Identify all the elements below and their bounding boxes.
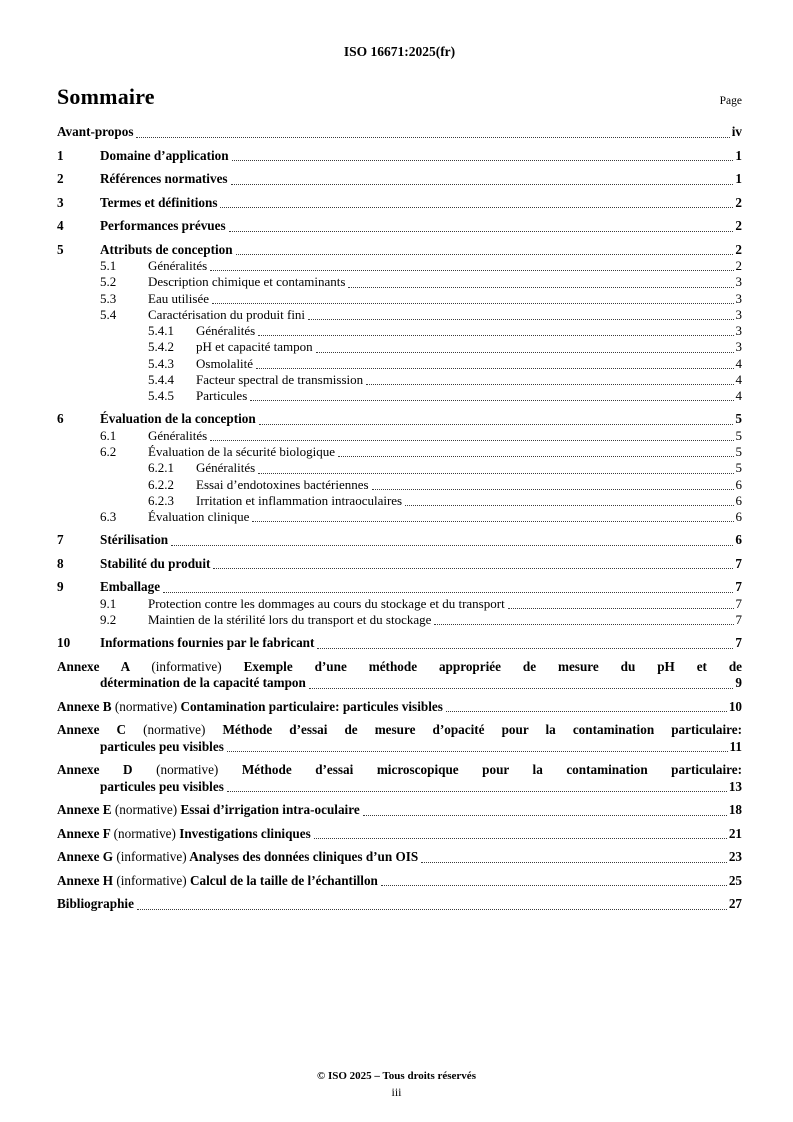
toc-entry-label: Maintien de la stérilité lors du transport et du stockage — [148, 612, 432, 627]
toc-page-number: 11 — [729, 738, 742, 754]
toc-entry[interactable] — [57, 339, 742, 355]
toc-page-number: 18 — [728, 802, 742, 818]
toc-header — [57, 84, 742, 110]
dot-leader — [163, 592, 733, 593]
toc-entry-number: 8 — [57, 555, 64, 571]
toc-entry-label: Eau utilisée — [148, 290, 210, 306]
dot-leader — [421, 862, 727, 863]
toc-entry-label: Calcul de la taille de l’échantillon — [189, 872, 378, 888]
dot-leader — [236, 254, 734, 255]
toc-entry-label: Domaine d’application — [100, 147, 229, 163]
toc-entry-label: Contamination particulaire: particules visibles — [180, 698, 443, 714]
toc-entry-number: Annexe C — [57, 722, 127, 738]
toc-entry-number: 5.4.1 — [148, 323, 174, 338]
dot-leader — [212, 303, 733, 304]
toc-page-number: 3 — [735, 339, 742, 355]
toc-entry-number: 6.3 — [100, 509, 117, 524]
toc-entry-label: Informations fournies par le fabricant — [100, 635, 315, 651]
document-reference: ISO 16671:2025(fr) — [343, 44, 456, 59]
toc-list — [57, 124, 742, 913]
toc-page-number: 4 — [735, 388, 742, 403]
toc-entry[interactable] — [57, 218, 742, 235]
toc-entry-label: Méthode d’essai de mesure d’opacité pour la contamination particulaire: — [222, 722, 743, 738]
toc-entry[interactable] — [57, 722, 742, 755]
toc-page-number: 7 — [735, 612, 742, 627]
toc-entry-line2 — [57, 739, 742, 756]
toc-entry-qualifier: (informative) — [151, 658, 222, 674]
toc-page-number: 25 — [728, 872, 742, 888]
dot-leader — [229, 231, 734, 232]
toc-entry-label: Références normatives — [100, 171, 228, 186]
toc-entry[interactable] — [57, 258, 742, 274]
toc-entry-number: 9 — [57, 579, 64, 595]
toc-entry-label: pH et capacité tampon — [196, 339, 313, 355]
dot-leader — [137, 909, 727, 910]
toc-entry-label: Facteur spectral de transmission — [196, 371, 364, 387]
toc-entry[interactable] — [57, 612, 742, 628]
toc-entry-label: Attributs de conception — [100, 241, 233, 257]
dot-leader — [366, 384, 733, 385]
toc-entry-qualifier: (normative) — [143, 722, 206, 738]
toc-entry-number: 3 — [57, 194, 64, 210]
toc-entry-number: Annexe A — [57, 658, 130, 674]
toc-entry[interactable] — [57, 596, 742, 612]
toc-entry[interactable] — [57, 873, 742, 890]
dot-leader — [252, 521, 733, 522]
dot-leader — [317, 648, 733, 649]
page-footer — [0, 1070, 793, 1100]
toc-page-number: 6 — [735, 476, 742, 492]
toc-entry-label: Méthode d’essai microscopique pour la contamination particulaire: — [241, 762, 742, 778]
toc-page-number: 5 — [735, 444, 742, 459]
folio-page-number: iii — [391, 1085, 402, 1099]
toc-entry[interactable] — [57, 307, 742, 323]
toc-entry-label: Évaluation de la conception — [100, 411, 256, 427]
dot-leader — [363, 815, 727, 816]
toc-entry[interactable] — [57, 579, 742, 596]
toc-entry-number: 9.1 — [100, 595, 117, 611]
toc-entry-label: Évaluation de la sécurité biologique — [148, 444, 335, 459]
dot-leader — [171, 545, 733, 546]
dot-leader — [250, 400, 733, 401]
dot-leader — [338, 456, 734, 457]
toc-entry-label: Stérilisation — [100, 532, 169, 548]
toc-page-number: iv — [731, 124, 742, 139]
toc-page-number: 3 — [735, 290, 742, 306]
toc-page-number: 7 — [735, 579, 742, 595]
toc-entry-qualifier: (informative) — [116, 872, 187, 888]
copyright-notice: © ISO 2025 – Tous droits réservés — [317, 1070, 476, 1082]
dot-leader — [136, 137, 729, 138]
dot-leader — [316, 352, 734, 353]
toc-entry-text — [57, 873, 378, 890]
toc-title: Sommaire — [57, 84, 155, 109]
toc-entry-line2 — [57, 675, 742, 692]
toc-entry-number: 5.4 — [100, 306, 117, 322]
dot-leader — [256, 368, 733, 369]
dot-leader — [258, 335, 733, 336]
toc-page-number: 4 — [735, 371, 742, 387]
dot-leader — [210, 440, 733, 441]
toc-entry[interactable] — [57, 195, 742, 212]
toc-entry-text — [57, 699, 443, 716]
toc-entry-label: Particules — [196, 388, 248, 403]
toc-page-number: 5 — [735, 460, 742, 476]
dot-leader — [405, 505, 733, 506]
dot-leader — [508, 608, 734, 609]
toc-page-number: 2 — [735, 194, 742, 210]
toc-entry-number: 5.4.4 — [148, 371, 174, 387]
toc-entry-line1 — [57, 762, 742, 779]
dot-leader — [227, 791, 727, 792]
toc-entry-qualifier: (informative) — [116, 849, 187, 865]
dot-leader — [348, 287, 733, 288]
toc-entry[interactable] — [57, 388, 742, 404]
toc-entry-number: 5.4.5 — [148, 388, 174, 403]
toc-entry[interactable] — [57, 635, 742, 652]
toc-entry-text — [57, 826, 311, 843]
dot-leader — [232, 160, 734, 161]
toc-entry-number: 5.3 — [100, 290, 117, 306]
toc-entry[interactable] — [57, 124, 742, 141]
toc-entry[interactable] — [57, 444, 742, 460]
toc-entry[interactable] — [57, 802, 742, 819]
toc-entry-label: Emballage — [100, 579, 161, 595]
toc-entry-number: 10 — [57, 635, 71, 651]
toc-entry-label: Analyses des données cliniques d’un OIS — [189, 849, 419, 865]
toc-page-number: 2 — [735, 218, 742, 233]
toc-entry-label: Exemple d’une méthode appropriée de mesure du pH et de — [243, 658, 743, 674]
dot-leader — [258, 473, 733, 474]
toc-entry-number: Annexe F — [57, 825, 111, 841]
dot-leader — [259, 424, 734, 425]
toc-entry[interactable] — [57, 356, 742, 372]
toc-entry[interactable] — [57, 896, 742, 913]
toc-entry[interactable] — [57, 148, 742, 165]
toc-entry-number: 9.2 — [100, 612, 117, 627]
toc-entry[interactable] — [57, 242, 742, 259]
toc-page-number: 3 — [735, 274, 742, 290]
dot-leader — [372, 489, 734, 490]
toc-entry-number: 5 — [57, 241, 64, 257]
toc-entry-label: Essai d’endotoxines bactériennes — [196, 476, 369, 492]
toc-entry-number: Annexe E — [57, 802, 112, 818]
toc-entry-qualifier: (normative) — [113, 825, 176, 841]
toc-entry-number: 6.1 — [100, 427, 117, 443]
toc-entry-qualifier: (normative) — [156, 762, 219, 778]
toc-page-number: 21 — [728, 825, 742, 841]
toc-entry-label-continued: particules peu visibles — [100, 738, 224, 754]
dot-leader — [381, 885, 727, 886]
toc-page-number: 6 — [735, 492, 742, 508]
toc-entry-text — [57, 802, 360, 819]
toc-entry-label: Performances prévues — [100, 218, 226, 233]
toc-entry-number: Annexe D — [57, 762, 133, 778]
toc-entry-label-continued: détermination de la capacité tampon — [100, 675, 306, 691]
toc-entry-label: Termes et définitions — [100, 194, 218, 210]
toc-entry-number: 6.2.1 — [148, 460, 174, 476]
dot-leader — [308, 319, 733, 320]
toc-entry[interactable] — [57, 509, 742, 525]
toc-entry[interactable] — [57, 411, 742, 428]
toc-entry-number: 5.2 — [100, 274, 117, 290]
toc-entry-number: 5.4.3 — [148, 355, 174, 371]
toc-page-number: 13 — [728, 778, 742, 794]
toc-entry[interactable] — [57, 849, 742, 866]
toc-entry-label: Bibliographie — [57, 896, 134, 912]
dot-leader — [446, 711, 727, 712]
toc-entry-line2 — [57, 779, 742, 796]
toc-entry[interactable] — [57, 532, 742, 549]
toc-entry-number: 4 — [57, 218, 64, 233]
toc-page-number: 4 — [735, 355, 742, 371]
toc-entry[interactable] — [57, 274, 742, 290]
dot-leader — [314, 838, 727, 839]
toc-entry-number: Annexe B — [57, 698, 112, 714]
toc-entry[interactable] — [57, 460, 742, 476]
toc-entry-number: 6.2 — [100, 444, 117, 459]
toc-page-number: 1 — [735, 171, 742, 186]
dot-leader — [210, 270, 733, 271]
toc-entry-label: Irritation et inflammation intraoculaires — [196, 492, 403, 508]
toc-page-number: 7 — [735, 555, 742, 571]
toc-entry-label: Essai d’irrigation intra-oculaire — [180, 802, 360, 818]
toc-entry[interactable] — [57, 428, 742, 444]
toc-page-number: 5 — [735, 427, 742, 443]
toc-entry[interactable] — [57, 291, 742, 307]
toc-entry-label: Généralités — [196, 460, 256, 476]
toc-entry[interactable] — [57, 659, 742, 692]
toc-entry-label: Généralités — [148, 258, 208, 273]
toc-entry[interactable] — [57, 171, 742, 188]
toc-entry[interactable] — [57, 826, 742, 843]
toc-page-number: 27 — [728, 896, 742, 912]
toc-entry-number: 2 — [57, 171, 64, 186]
dot-leader — [434, 624, 733, 625]
toc-entry-qualifier: (normative) — [114, 698, 178, 714]
toc-page-number: 7 — [735, 595, 742, 611]
toc-page-number: 7 — [735, 635, 742, 651]
toc-entry-number: 5.4.2 — [148, 339, 174, 355]
toc-entry[interactable] — [57, 323, 742, 339]
toc-entry-number: 7 — [57, 532, 64, 548]
toc-entry-text — [57, 849, 418, 866]
toc-entry-number: 1 — [57, 147, 64, 163]
toc-entry-qualifier: (normative) — [114, 802, 178, 818]
toc-entry-label: Généralités — [148, 427, 208, 443]
dot-leader — [220, 207, 733, 208]
toc-entry-label: Investigations cliniques — [179, 825, 311, 841]
dot-leader — [227, 751, 728, 752]
toc-entry-number: 6.2.2 — [148, 476, 174, 492]
toc-entry-label: Protection contre les dommages au cours du stockage et du transport — [148, 595, 505, 611]
toc-entry-number: 5.1 — [100, 258, 117, 273]
toc-entry-label: Généralités — [196, 323, 256, 338]
toc-entry-label: Stabilité du produit — [100, 555, 211, 571]
toc-entry-line1 — [57, 722, 742, 739]
toc-page-number: 3 — [735, 306, 742, 322]
dot-leader — [213, 568, 733, 569]
toc-entry[interactable] — [57, 699, 742, 716]
toc-page-number: 9 — [735, 675, 742, 691]
toc-entry-line1 — [57, 659, 742, 676]
toc-entry-label: Évaluation clinique — [148, 509, 250, 524]
toc-page-number: 3 — [735, 323, 742, 338]
toc-entry-number: 6 — [57, 411, 64, 427]
toc-entry[interactable] — [57, 762, 742, 795]
toc-entry[interactable] — [57, 477, 742, 493]
toc-page-number: 2 — [735, 258, 742, 273]
toc-entry[interactable] — [57, 556, 742, 573]
toc-entry[interactable] — [57, 372, 742, 388]
toc-entry-label-continued: particules peu visibles — [100, 778, 224, 794]
toc-entry-number: 6.2.3 — [148, 492, 174, 508]
toc-page-number: 10 — [728, 698, 742, 714]
dot-leader — [309, 688, 734, 689]
toc-page-number: 6 — [735, 532, 742, 548]
toc-entry-label: Description chimique et contaminants — [148, 274, 346, 290]
toc-entry-label: Caractérisation du produit fini — [148, 306, 306, 322]
toc-page-number: 5 — [735, 411, 742, 427]
toc-entry[interactable] — [57, 493, 742, 509]
toc-page-number: 1 — [735, 147, 742, 163]
toc-page-number: 2 — [735, 241, 742, 257]
toc-entry-number: Annexe H — [57, 872, 114, 888]
toc-entry-label: Avant-propos — [57, 124, 134, 139]
page-column-label: Page — [719, 95, 742, 107]
dot-leader — [231, 184, 734, 185]
toc-entry-label: Osmolalité — [196, 355, 254, 371]
toc-page-number: 6 — [735, 509, 742, 524]
toc-page-number: 23 — [728, 849, 742, 865]
toc-entry-number: Annexe G — [57, 849, 114, 865]
